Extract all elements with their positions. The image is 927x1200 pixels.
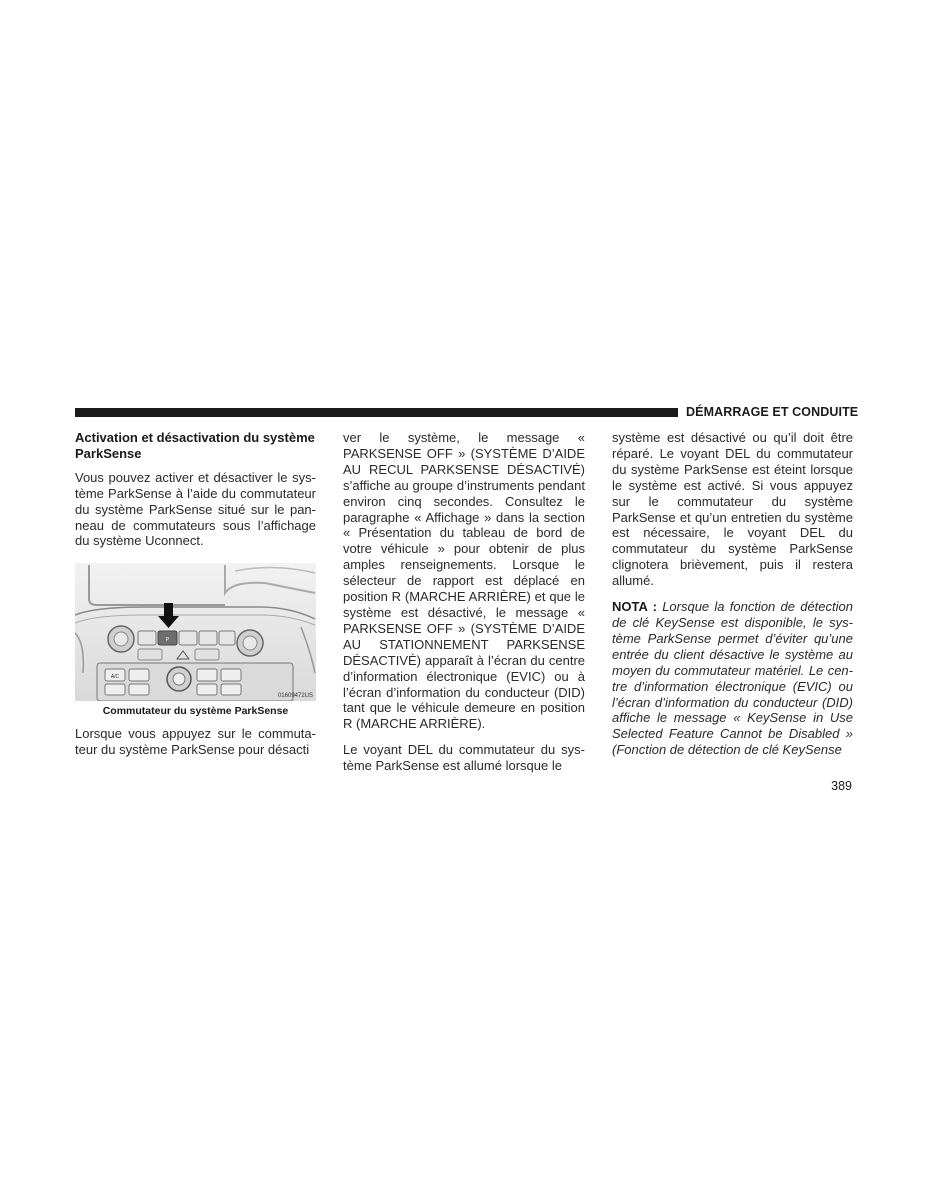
column-1 (75, 430, 316, 768)
section-title: DÉMARRAGE ET CONDUITE (686, 405, 859, 419)
parksense-switch-illustration (75, 563, 316, 701)
figure (75, 563, 316, 720)
subsection-heading: Activation et désactivation du système ParkSense (75, 430, 315, 461)
svg-text:P: P (165, 637, 170, 644)
figure-caption: Commutateur du système ParkSense (102, 705, 289, 718)
paragraph: système est désactivé ou qu’il doit être réparé. Le voyant DEL du commutateur du système ParkSense est éteint lorsque le système est activé. Si vous appuyez sur le commutateur du système ParkSense et qu’un entretien du système est nécessaire, le voyant DEL du commutateur du système ParkSense clignotera brièvement, puis il restera allumé. (612, 430, 853, 589)
column-3 (612, 430, 853, 768)
note-text: Lorsque la fonction de détection de clé KeySense est disponible, le système ParkSense permet d’éviter qu’une entrée du client désactive le système au moyen du commutateur matériel. Le centre d’information électronique (EVIC) ou l’écran d’information du conducteur (DID) affiche le message « KeySense in Use Selected Feature Cannot be Disabled » (Fonction de détection de clé KeySense (612, 599, 853, 758)
paragraph: ver le système, le message « PARKSENSE OFF » (SYSTÈME D’AIDE AU RECUL PARKSENSE DÉSACTIVÉ) s’affiche au groupe d’instruments pendant environ cinq secondes. Consultez le paragraphe « Affichage » dans la section « Présentation du tableau de bord de votre véhicule » pour obtenir de plus amples renseignements. Lorsque le sélecteur de rapport est déplacé en position R (MARCHE ARRIÈRE) et que le système est désactivé, le message « PARKSENSE OFF » (SYSTÈME D’AIDE AU STATIONNEMENT PARKSENSE DÉSACTIVÉ) apparaît à l’écran du centre d’information électronique (EVIC) ou à l’écran d’information du conducteur (DID) tant que le véhicule demeure en position R (MARCHE ARRIÈRE). (343, 430, 585, 732)
section-header-bar (75, 408, 678, 417)
note-paragraph (612, 599, 853, 758)
figure-image-code: 01609472US (277, 693, 313, 700)
note-label: NOTA : (612, 599, 657, 615)
paragraph: Vous pouvez activer et désactiver le système ParkSense à l’aide du commutateur du système ParkSense situé sur le panneau de commutateurs sous l’affichage du système Uconnect. (75, 469, 316, 549)
svg-text:A/C: A/C (110, 674, 120, 681)
paragraph: Le voyant DEL du commutateur du système ParkSense est allumé lorsque le (343, 742, 585, 774)
column-2 (343, 430, 585, 784)
page-number: 389 (831, 779, 852, 793)
paragraph: Lorsque vous appuyez sur le commutateur du système ParkSense pour désacti (75, 726, 316, 758)
